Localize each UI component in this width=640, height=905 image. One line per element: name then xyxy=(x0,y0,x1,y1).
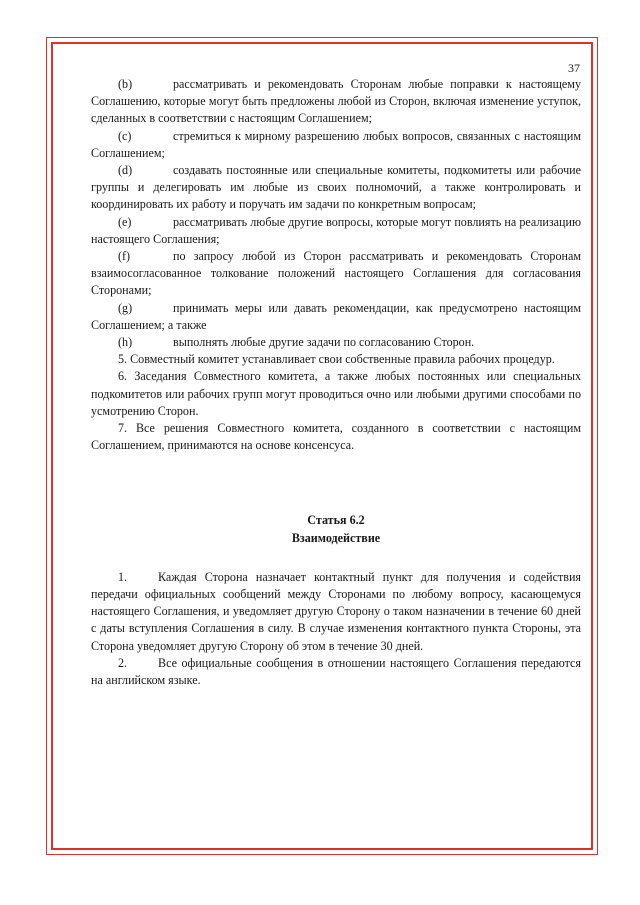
article-item-text: Каждая Сторона назначает контактный пункт для получения и содействия передачи официальных сообщений между Сторонами по любому вопросу, касающемуся настоящего Соглашения, и уведомляет другую Сторону о таком назначении в течение 60 дней с даты вступления Соглашения в силу. В случае изменения контактного пункта Стороны, эта Сторона уведомляет другую Сторону об этом в течение 30 дней. xyxy=(91,569,581,653)
subitem-marker: (e) xyxy=(118,214,132,229)
subitem xyxy=(91,300,581,334)
article-item xyxy=(91,655,581,689)
numbered-paragraph: 6. Заседания Совместного комитета, а также любых постоянных или специальных подкомитетов или рабочих групп могут проводиться очно или любыми другими способами по усмотрению Сторон. xyxy=(91,369,581,418)
subitem-text: по запросу любой из Сторон рассматривать и рекомендовать Сторонам взаимосогласованное толкование положений настоящего Соглашения для согласования Сторонами; xyxy=(91,249,581,298)
subitem-text: создавать постоянные или специальные комитеты, подкомитеты или рабочие группы и делегировать им любые из своих полномочий, а также контролировать и координировать их работу и поручать им задачи по конкретным вопросам; xyxy=(91,163,581,212)
subitem xyxy=(91,214,581,248)
subitem-text: стремиться к мирному разрешению любых вопросов, связанных с настоящим Соглашением; xyxy=(91,128,581,160)
article-item xyxy=(91,569,581,655)
subitem-marker: (g) xyxy=(118,300,133,315)
subitem xyxy=(91,128,581,162)
numbered-paragraphs xyxy=(91,351,581,454)
document-body xyxy=(91,76,581,689)
subitem-list xyxy=(91,76,581,351)
subitem-marker: (b) xyxy=(118,77,133,91)
subitem-text: рассматривать и рекомендовать Сторонам любые поправки к настоящему Соглашению, которые могут быть предложены любой из Сторон, включая изменение уступок, сделанных в соответствии с настоящим Соглашением; xyxy=(91,77,581,126)
subitem-text: принимать меры или давать рекомендации, как предусмотрено настоящим Соглашением; а также xyxy=(91,300,581,332)
page-number: 37 xyxy=(568,61,580,75)
subitem-marker: (c) xyxy=(118,128,132,143)
subitem xyxy=(91,248,581,300)
numbered-paragraph: 7. Все решения Совместного комитета, созданного в соответствии с настоящим Соглашением, принимаются на основе консенсуса. xyxy=(91,421,581,453)
numbered-paragraph: 5. Совместный комитет устанавливает свои собственные правила рабочих процедур. xyxy=(118,352,555,367)
article-title: Взаимодействие xyxy=(291,530,381,545)
subitem xyxy=(91,334,581,351)
article-items xyxy=(91,569,581,689)
subitem-text: выполнять любые другие задачи по согласованию Сторон. xyxy=(173,335,475,350)
subitem xyxy=(91,76,581,128)
article-item-marker: 2. xyxy=(118,655,128,670)
subitem-text: рассматривать любые другие вопросы, которые могут повлиять на реализацию настоящего Соглашения; xyxy=(91,214,581,246)
subitem-marker: (d) xyxy=(118,163,133,178)
subitem xyxy=(91,162,581,214)
article-number: Статья 6.2 xyxy=(307,513,365,528)
article-item-text: Все официальные сообщения в отношении настоящего Соглашения передаются на английском языке. xyxy=(91,655,581,688)
article-item-marker: 1. xyxy=(118,569,128,584)
subitem-marker: (h) xyxy=(118,335,133,350)
subitem-marker: (f) xyxy=(118,249,131,264)
